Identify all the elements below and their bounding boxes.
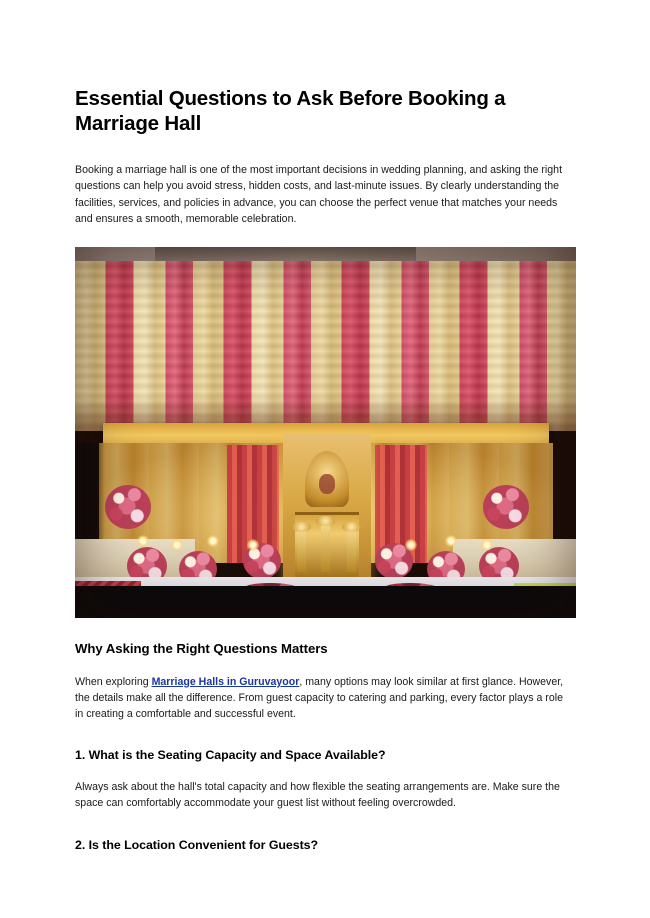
brass-lamp xyxy=(297,528,306,572)
section-heading-why: Why Asking the Right Questions Matters xyxy=(75,640,328,656)
section-why-paragraph xyxy=(75,658,565,723)
section-heading-question-1: 1. What is the Seating Capacity and Space Available? xyxy=(75,747,386,762)
flower-tower xyxy=(105,485,151,529)
deity-idol xyxy=(305,451,349,507)
why-text-before-link: When exploring xyxy=(75,675,149,688)
section-question-1-paragraph: Always ask about the hall's total capacity and how flexible the seating arrangements are. Make sure the space can comfortably accommodate your guest list without feeling overcrowded. xyxy=(75,780,560,810)
stage-spotlight xyxy=(247,539,259,551)
floral-garland-backdrop xyxy=(75,261,576,431)
flower-tower xyxy=(483,485,529,529)
why-text-after-link: , many options may look similar at first glance. However, the details make all the difference. From guest capacity to catering and parking, every factor plays a role in creating a comfortable and successful event. xyxy=(75,675,564,721)
brass-lamp xyxy=(321,522,330,572)
marriage-halls-link[interactable]: Marriage Halls in Guruvayoor xyxy=(151,675,300,688)
stage-spotlight xyxy=(481,539,493,551)
wedding-stage-image xyxy=(75,247,576,618)
stage-spotlight xyxy=(445,535,457,547)
intro-paragraph: Booking a marriage hall is one of the most important decisions in wedding planning, and asking the right questions can help you avoid stress, hidden costs, and last-minute issues. By clearly understanding the facilities, services, and policies in advance, you can choose the perfect venue that matches your needs and ensures a smooth, memorable celebration. xyxy=(75,164,563,226)
hall-floor xyxy=(75,586,576,618)
section-heading-question-2: 2. Is the Location Convenient for Guests? xyxy=(75,837,319,852)
stage-spotlight xyxy=(405,539,417,551)
stage-spotlight xyxy=(207,535,219,547)
stage-spotlight xyxy=(171,539,183,551)
photo-canvas xyxy=(75,247,576,618)
stage-spotlight xyxy=(137,535,149,547)
page-title: Essential Questions to Ask Before Booking a Marriage Hall xyxy=(75,87,506,135)
brass-lamp xyxy=(347,528,356,572)
